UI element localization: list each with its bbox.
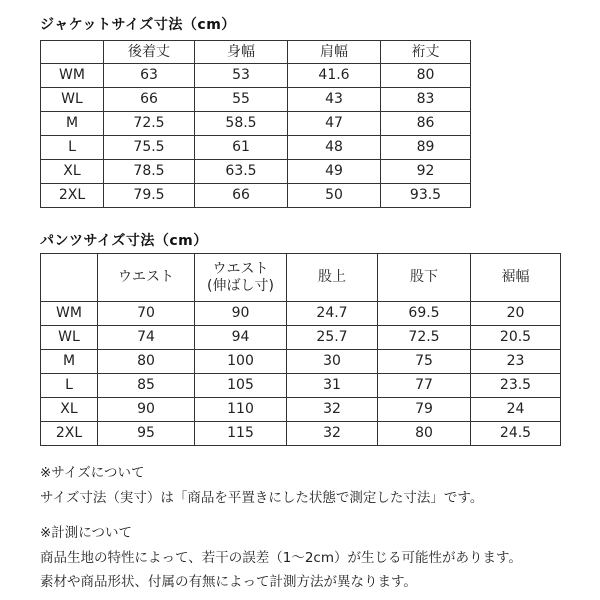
table-cell: 72.5 [378, 326, 471, 350]
measure-note-heading: ※計測について [40, 525, 133, 541]
header-row [41, 254, 561, 302]
column-header: ウエスト [98, 254, 195, 302]
table-cell: 30 [287, 350, 378, 374]
table-cell: 63.5 [195, 160, 288, 184]
table-cell: 31 [287, 374, 378, 398]
table-cell: 53 [195, 64, 288, 88]
table-row [41, 422, 561, 446]
table-cell: 90 [98, 398, 195, 422]
table-cell: 86 [381, 112, 471, 136]
size-label-cell: M [41, 112, 104, 136]
table-cell: 47 [288, 112, 381, 136]
column-header: 股下 [378, 254, 471, 302]
table-cell: 24.7 [287, 302, 378, 326]
table-cell: 48 [288, 136, 381, 160]
size-label-cell: XL [41, 160, 104, 184]
jacket-table-title: ジャケットサイズ寸法（cm） [40, 17, 236, 33]
column-header: 裄丈 [381, 41, 471, 64]
table-row [41, 112, 471, 136]
header-row [41, 41, 471, 64]
table-cell: 80 [98, 350, 195, 374]
table-cell: 105 [195, 374, 287, 398]
table-cell: 32 [287, 398, 378, 422]
table-cell: 110 [195, 398, 287, 422]
table-row [41, 398, 561, 422]
column-header: ウエスト (伸ばし寸) [195, 254, 287, 302]
table-cell: 72.5 [104, 112, 195, 136]
table-row [41, 160, 471, 184]
table-cell: 24.5 [471, 422, 561, 446]
table-cell: 83 [381, 88, 471, 112]
corner-cell [41, 254, 98, 302]
size-label-cell: M [41, 350, 98, 374]
measure-note-text-2: 素材や商品形状、付属の有無によって計測方法が異なります。 [40, 574, 417, 590]
table-cell: 85 [98, 374, 195, 398]
table-cell: 79 [378, 398, 471, 422]
table-cell: 55 [195, 88, 288, 112]
table-cell: 95 [98, 422, 195, 446]
table-row [41, 88, 471, 112]
table-cell: 50 [288, 184, 381, 208]
table-cell: 49 [288, 160, 381, 184]
column-header: 股上 [287, 254, 378, 302]
table-cell: 92 [381, 160, 471, 184]
table-cell: 75.5 [104, 136, 195, 160]
table-cell: 20.5 [471, 326, 561, 350]
table-cell: 93.5 [381, 184, 471, 208]
table-row [41, 184, 471, 208]
table-cell: 58.5 [195, 112, 288, 136]
column-header: 身幅 [195, 41, 288, 64]
table-cell: 23.5 [471, 374, 561, 398]
table-cell: 77 [378, 374, 471, 398]
size-label-cell: XL [41, 398, 98, 422]
table-cell: 100 [195, 350, 287, 374]
table-row [41, 136, 471, 160]
size-note-text: サイズ寸法（実寸）は「商品を平置きにした状態で測定した寸法」です。 [40, 490, 484, 506]
table-cell: 43 [288, 88, 381, 112]
table-cell: 78.5 [104, 160, 195, 184]
size-label-cell: 2XL [41, 184, 104, 208]
size-label-cell: 2XL [41, 422, 98, 446]
size-label-cell: L [41, 136, 104, 160]
table-row [41, 374, 561, 398]
table-cell: 32 [287, 422, 378, 446]
column-header: 裾幅 [471, 254, 561, 302]
size-label-cell: WM [41, 302, 98, 326]
pants-size-table [40, 253, 561, 446]
table-cell: 75 [378, 350, 471, 374]
table-cell: 25.7 [287, 326, 378, 350]
table-cell: 20 [471, 302, 561, 326]
pants-table-title: パンツサイズ寸法（cm） [40, 233, 208, 249]
table-cell: 70 [98, 302, 195, 326]
size-label-cell: WL [41, 326, 98, 350]
table-row [41, 326, 561, 350]
table-cell: 66 [104, 88, 195, 112]
table-cell: 74 [98, 326, 195, 350]
table-row [41, 302, 561, 326]
table-row [41, 64, 471, 88]
table-cell: 24 [471, 398, 561, 422]
table-row [41, 350, 561, 374]
size-label-cell: L [41, 374, 98, 398]
table-cell: 94 [195, 326, 287, 350]
size-label-cell: WL [41, 88, 104, 112]
table-cell: 90 [195, 302, 287, 326]
column-header: 後着丈 [104, 41, 195, 64]
table-cell: 66 [195, 184, 288, 208]
size-note-heading: ※サイズについて [40, 465, 145, 481]
table-cell: 79.5 [104, 184, 195, 208]
jacket-size-table [40, 40, 471, 208]
table-cell: 80 [378, 422, 471, 446]
table-cell: 80 [381, 64, 471, 88]
table-cell: 61 [195, 136, 288, 160]
table-cell: 41.6 [288, 64, 381, 88]
column-header: 肩幅 [288, 41, 381, 64]
table-cell: 63 [104, 64, 195, 88]
table-cell: 115 [195, 422, 287, 446]
corner-cell [41, 41, 104, 64]
size-label-cell: WM [41, 64, 104, 88]
table-cell: 89 [381, 136, 471, 160]
measure-note-text-1: 商品生地の特性によって、若干の誤差（1～2cm）が生じる可能性があります。 [40, 550, 522, 566]
table-cell: 23 [471, 350, 561, 374]
table-cell: 69.5 [378, 302, 471, 326]
